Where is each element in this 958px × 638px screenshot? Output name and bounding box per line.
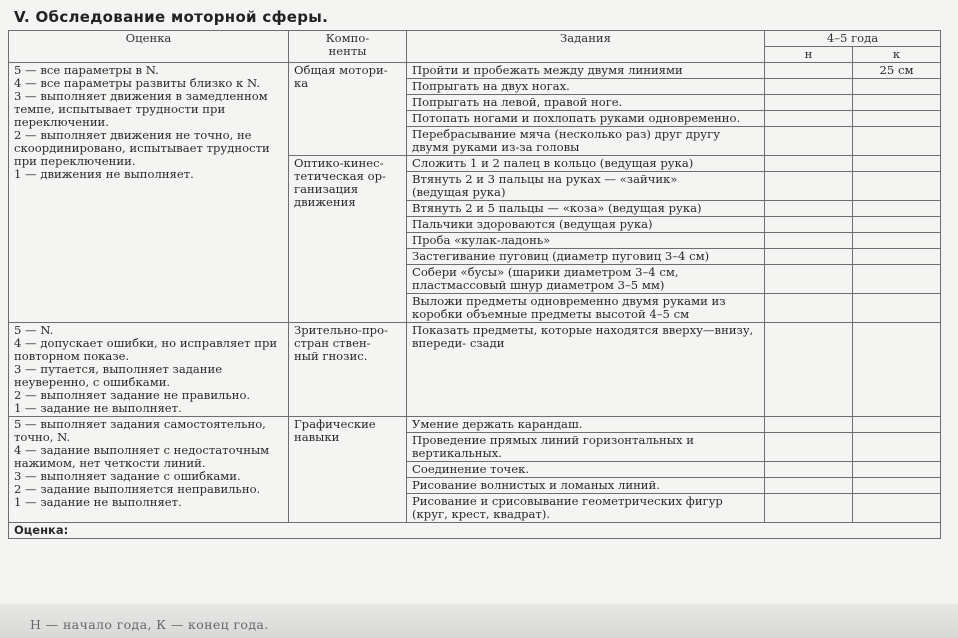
start-year-cell[interactable] — [765, 417, 853, 433]
start-year-cell[interactable] — [765, 201, 853, 217]
header-score: Оценка — [9, 31, 289, 63]
task-text: Показать предметы, которые находятся вверху—внизу, впереди- сзади — [407, 323, 765, 417]
table-row — [9, 417, 941, 433]
start-year-cell[interactable] — [765, 249, 853, 265]
end-year-cell[interactable] — [853, 433, 941, 462]
task-text: Сложить 1 и 2 палец в кольцо (ведущая рука) — [407, 156, 765, 172]
header-start: н — [765, 47, 853, 63]
task-text: Соединение точек. — [407, 462, 765, 478]
component-name: Оптико-кинес- тетическая ор- ганизация движения — [289, 156, 407, 323]
start-year-cell[interactable] — [765, 63, 853, 79]
end-year-cell[interactable] — [853, 127, 941, 156]
header-age: 4–5 года — [765, 31, 941, 47]
start-year-cell[interactable] — [765, 95, 853, 111]
table-row — [9, 63, 941, 79]
start-year-cell[interactable] — [765, 323, 853, 417]
end-year-cell[interactable] — [853, 156, 941, 172]
score-criteria: 5 — N. 4 — допускает ошибки, но исправляет при повторном показе. 3 — путается, выполняет задание неуверенно, с ошибками. 2 — выполняет задание не правильно. 1 — задание не выполняет. — [9, 323, 289, 417]
start-year-cell[interactable] — [765, 156, 853, 172]
score-criteria: 5 — все параметры в N. 4 — все параметры развиты близко к N. 3 — выполняет движения в замедленном темпе, испытывает трудности при переключении. 2 — выполняет движения не точно, не скоординировано, испытывает трудности при переключении. 1 — движения не выполняет. — [9, 63, 289, 323]
table-row — [9, 323, 941, 417]
task-text: Пальчики здороваются (ведущая рука) — [407, 217, 765, 233]
end-year-cell[interactable]: 25 см — [853, 63, 941, 79]
header-components: Компо- ненты — [289, 31, 407, 63]
end-year-cell[interactable] — [853, 95, 941, 111]
end-year-cell[interactable] — [853, 478, 941, 494]
end-year-cell[interactable] — [853, 265, 941, 294]
start-year-cell[interactable] — [765, 294, 853, 323]
end-year-cell[interactable] — [853, 417, 941, 433]
end-year-cell[interactable] — [853, 462, 941, 478]
score-criteria: 5 — выполняет задания самостоятельно, точно, N. 4 — задание выполняет с недостаточным нажимом, нет четкости линий. 3 — выполняет задание с ошибками. 2 — задание выполняется неправильно. 1 — задание не выполняет. — [9, 417, 289, 523]
section-heading: V. Обследование моторной сферы. — [14, 8, 329, 26]
task-text: Попрыгать на двух ногах. — [407, 79, 765, 95]
end-year-cell[interactable] — [853, 217, 941, 233]
task-text: Пройти и пробежать между двумя линиями — [407, 63, 765, 79]
task-text: Перебрасывание мяча (несколько раз) друг другу двумя руками из-за головы — [407, 127, 765, 156]
task-text: Умение держать карандаш. — [407, 417, 765, 433]
task-text: Собери «бусы» (шарики диаметром 3–4 см, пластмассовый шнур диаметром 3–5 мм) — [407, 265, 765, 294]
header-end: к — [853, 47, 941, 63]
end-year-cell[interactable] — [853, 201, 941, 217]
task-text: Выложи предметы одновременно двумя руками из коробки объемные предметы высотой 4–5 см — [407, 294, 765, 323]
end-year-cell[interactable] — [853, 323, 941, 417]
end-year-cell[interactable] — [853, 172, 941, 201]
start-year-cell[interactable] — [765, 478, 853, 494]
start-year-cell[interactable] — [765, 127, 853, 156]
end-year-cell[interactable] — [853, 233, 941, 249]
start-year-cell[interactable] — [765, 265, 853, 294]
task-text: Рисование и срисовывание геометрических фигур (круг, крест, квадрат). — [407, 494, 765, 523]
task-text: Втянуть 2 и 5 пальцы — «коза» (ведущая рука) — [407, 201, 765, 217]
task-text: Проба «кулак-ладонь» — [407, 233, 765, 249]
start-year-cell[interactable] — [765, 433, 853, 462]
start-year-cell[interactable] — [765, 217, 853, 233]
start-year-cell[interactable] — [765, 494, 853, 523]
task-text: Втянуть 2 и 3 пальцы на руках — «зайчик» (ведущая рука) — [407, 172, 765, 201]
motor-assessment-table — [8, 30, 941, 539]
footnote: Н — начало года, К — конец года. — [30, 617, 269, 632]
summary-row — [9, 523, 941, 539]
task-text: Потопать ногами и похлопать руками одновременно. — [407, 111, 765, 127]
end-year-cell[interactable] — [853, 294, 941, 323]
component-name: Графические навыки — [289, 417, 407, 523]
task-text: Застегивание пуговиц (диаметр пуговиц 3–4 см) — [407, 249, 765, 265]
end-year-cell[interactable] — [853, 111, 941, 127]
end-year-cell[interactable] — [853, 249, 941, 265]
table-body — [9, 63, 941, 523]
start-year-cell[interactable] — [765, 233, 853, 249]
task-text: Рисование волнистых и ломаных линий. — [407, 478, 765, 494]
summary-label: Оценка: — [9, 523, 941, 539]
header-row — [9, 31, 941, 47]
end-year-cell[interactable] — [853, 494, 941, 523]
start-year-cell[interactable] — [765, 111, 853, 127]
header-tasks: Задания — [407, 31, 765, 63]
component-name: Общая мотори- ка — [289, 63, 407, 156]
end-year-cell[interactable] — [853, 79, 941, 95]
task-text: Попрыгать на левой, правой ноге. — [407, 95, 765, 111]
start-year-cell[interactable] — [765, 172, 853, 201]
start-year-cell[interactable] — [765, 462, 853, 478]
task-text: Проведение прямых линий горизонтальных и вертикальных. — [407, 433, 765, 462]
component-name: Зрительно-про- стран ствен- ный гнозис. — [289, 323, 407, 417]
start-year-cell[interactable] — [765, 79, 853, 95]
